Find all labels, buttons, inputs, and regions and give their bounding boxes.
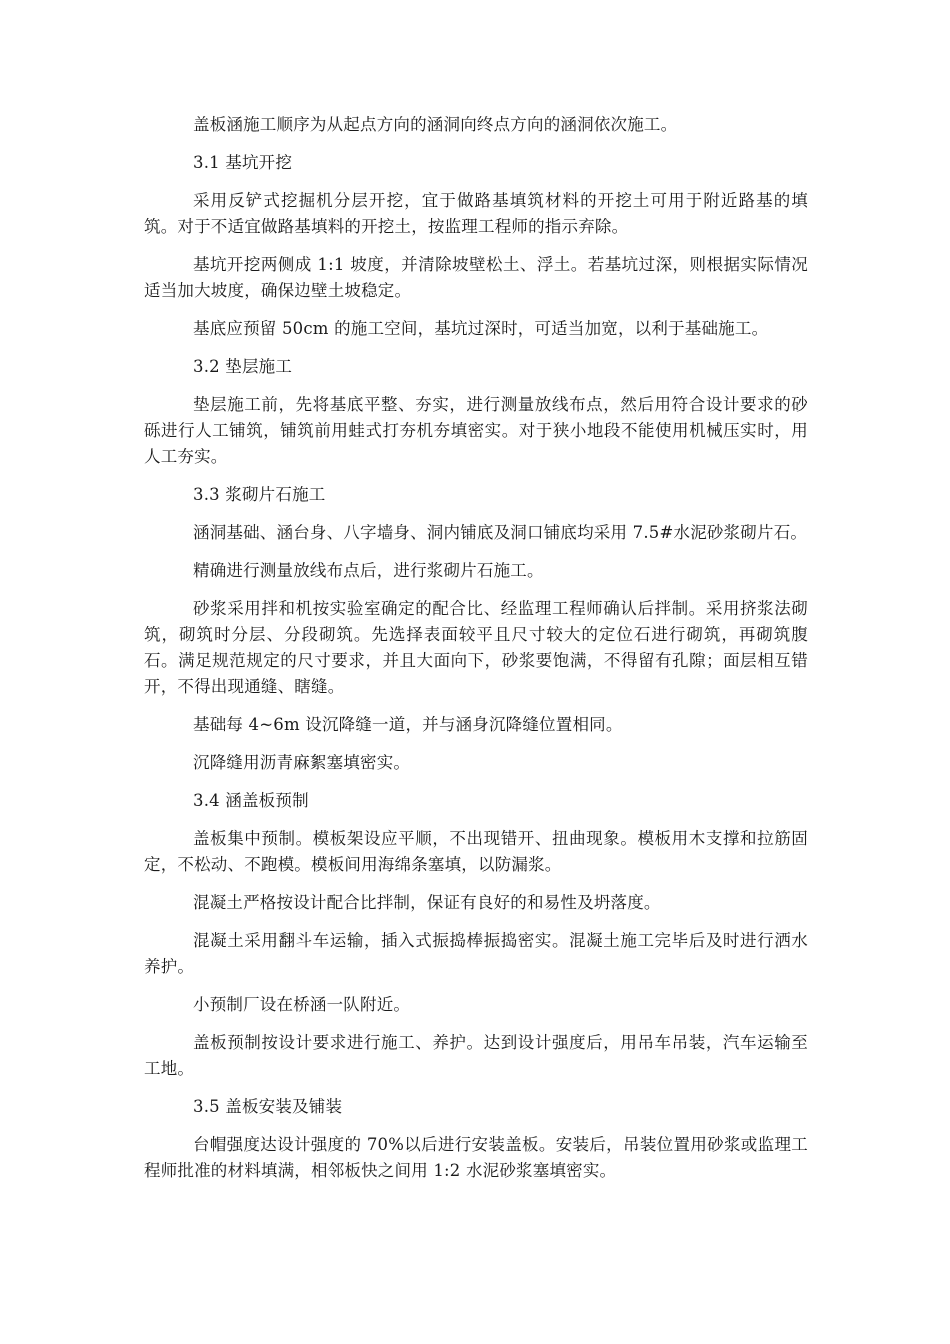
paragraph: 盖板预制按设计要求进行施工、养护。达到设计强度后，用吊车吊装，汽车运输至工地。	[144, 1033, 808, 1078]
paragraph: 沉降缝用沥青麻絮塞填密实。	[193, 753, 411, 772]
paragraph: 混凝土采用翻斗车运输，插入式振捣棒振捣密实。混凝土施工完毕后及时进行洒水养护。	[144, 931, 808, 976]
paragraph: 精确进行测量放线布点后，进行浆砌片石施工。	[193, 561, 544, 580]
paragraph-intro: 盖板涵施工顺序为从起点方向的涵洞向终点方向的涵洞依次施工。	[193, 115, 678, 134]
paragraph: 砂浆采用拌和机按实验室确定的配合比、经监理工程师确认后拌制。采用挤浆法砌筑，砌筑时分层、分段砌筑。先选择表面较平且尺寸较大的定位石进行砌筑，再砌筑腹石。满足规范规定的尺寸要求，并且大面向下，砂浆要饱满，不得留有孔隙；面层相互错开，不得出现通缝、瞎缝。	[144, 599, 808, 696]
paragraph: 台帽强度达设计强度的 70%以后进行安装盖板。安装后，吊装位置用砂浆或监理工程师批准的材料填满，相邻板快之间用 1:2 水泥砂浆塞填密实。	[144, 1135, 808, 1180]
paragraph: 采用反铲式挖掘机分层开挖，宜于做路基填筑材料的开挖土可用于附近路基的填筑。对于不适宜做路基填料的开挖土，按监理工程师的指示弃除。	[144, 191, 808, 236]
section-heading-3-2: 3.2 垫层施工	[193, 357, 293, 376]
paragraph: 基础每 4~6m 设沉降缝一道，并与涵身沉降缝位置相同。	[193, 715, 623, 734]
document-body	[144, 112, 808, 1196]
section-heading-3-4: 3.4 涵盖板预制	[193, 791, 309, 810]
paragraph: 垫层施工前，先将基底平整、夯实，进行测量放线布点，然后用符合设计要求的砂砾进行人工铺筑，铺筑前用蛙式打夯机夯填密实。对于狭小地段不能使用机械压实时，用人工夯实。	[144, 395, 808, 466]
paragraph: 基坑开挖两侧成 1:1 坡度，并清除坡壁松土、浮土。若基坑过深，则根据实际情况适当加大坡度，确保边壁土坡稳定。	[144, 255, 808, 300]
paragraph: 混凝土严格按设计配合比拌制，保证有良好的和易性及坍落度。	[193, 893, 661, 912]
paragraph: 小预制厂设在桥涵一队附近。	[193, 995, 411, 1014]
section-heading-3-3: 3.3 浆砌片石施工	[193, 485, 326, 504]
paragraph: 涵洞基础、涵台身、八字墙身、洞内铺底及洞口铺底均采用 7.5#水泥砂浆砌片石。	[193, 523, 808, 542]
paragraph: 基底应预留 50cm 的施工空间，基坑过深时，可适当加宽，以利于基础施工。	[193, 319, 769, 338]
section-heading-3-5: 3.5 盖板安装及铺装	[193, 1097, 343, 1116]
section-heading-3-1: 3.1 基坑开挖	[193, 153, 293, 172]
paragraph: 盖板集中预制。模板架设应平顺，不出现错开、扭曲现象。模板用木支撑和拉筋固定，不松动、不跑模。模板间用海绵条塞填，以防漏浆。	[144, 829, 808, 874]
